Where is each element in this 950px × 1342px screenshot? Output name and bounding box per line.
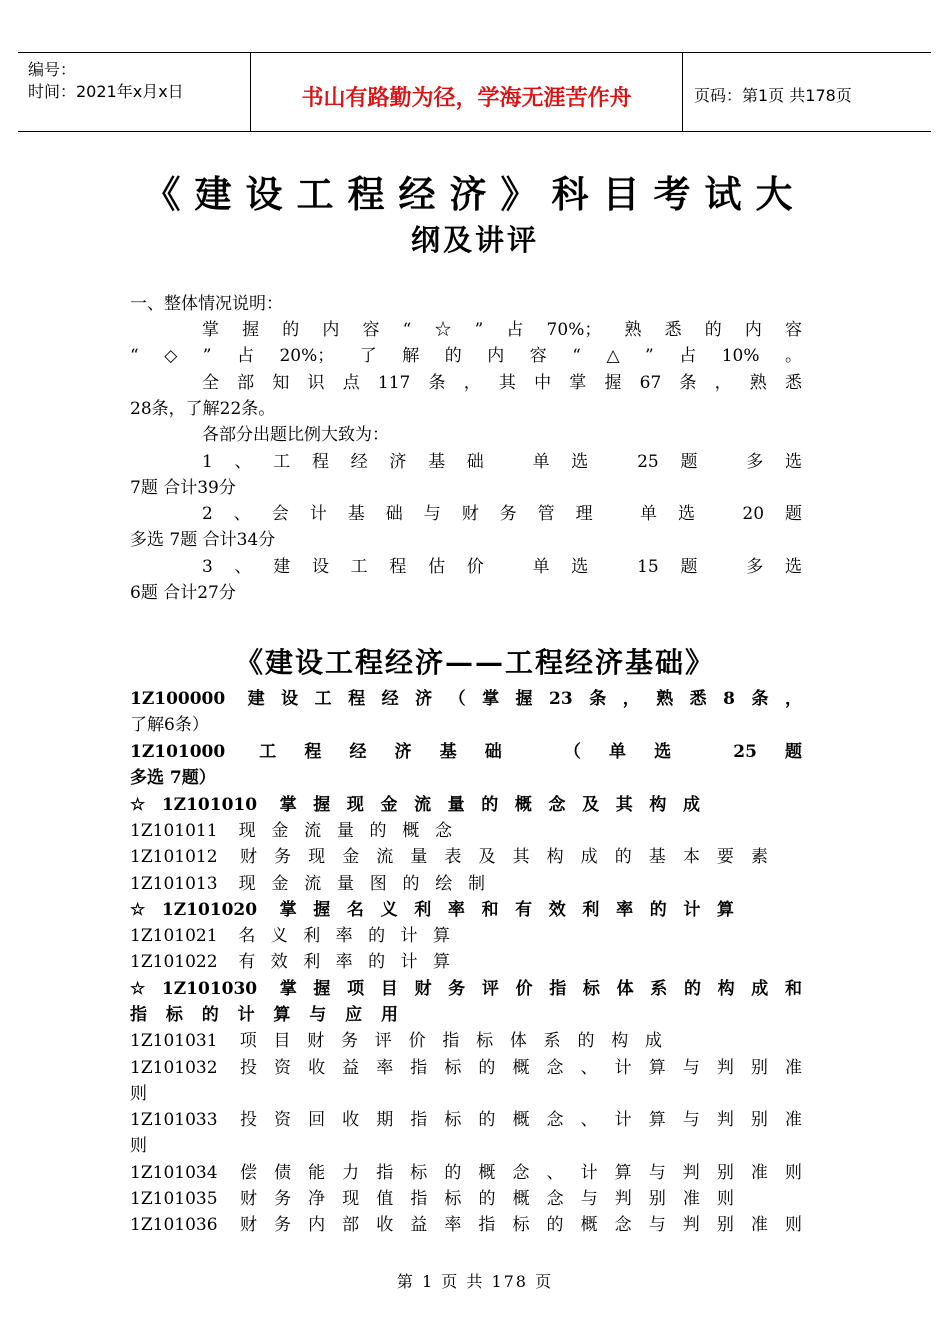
header-page-cell [682,53,931,131]
intro-line: 1、工程经济基础 单选 25题 多选 [202,452,802,472]
intro-line: 掌握的内容“☆”占70%；熟悉的内容 [202,320,802,340]
page-title-line-1: 《建设工程经济》科目考试大 [143,172,807,216]
intro-heading: 一、整体情况说明： [130,294,283,314]
outline-line: 多选 7题） [130,768,216,788]
intro-line: 各部分出题比例大致为： [202,425,389,445]
page-footer: 第 1 页 共 178 页 [396,1272,554,1291]
outline-line: 1Z101000 工程经济基础 （单选 25题 [130,742,802,762]
page-info: 页码：第1页 共178页 [694,86,852,105]
intro-line: 全部知识点117条，其中掌握67条，熟悉 [202,373,802,393]
outline-line: ☆1Z101030 掌握项目财务评价指标体系的构成和 [130,979,802,999]
outline-line: 1Z101034 偿债能力指标的概念、计算与判别准则 [130,1163,802,1183]
outline-line: 1Z100000 建设工程经济（掌握23条，熟悉8条， [130,689,802,709]
outline-line: 1Z101022 有效利率的计算 [130,952,450,972]
intro-line: 6题 合计27分 [130,583,236,603]
outline-line: 1Z101032 投资收益率指标的概念、计算与判别准 [130,1058,802,1078]
time-label: 时间：2021年x月x日 [28,82,184,101]
intro-line: 2、会计基础与财务管理 单选 20题 [202,504,802,524]
outline-line: 1Z101011 现金流量的概念 [130,821,452,841]
outline-line: 1Z101031 项目财务评价指标体系的构成 [130,1031,662,1051]
outline-line: 则 [130,1084,147,1104]
outline-line: 1Z101021 名义利率的计算 [130,926,450,946]
header-motto-cell [250,53,683,131]
outline-line: 1Z101013 现金流量图的绘制 [130,874,485,894]
outline-line: 1Z101012 财务现金流量表及其构成的基本要素 [130,847,768,867]
outline-line: 1Z101035 财务净现值指标的概念与判别准则 [130,1189,734,1209]
intro-line: “◇”占20%；了解的内容“△”占10%。 [130,346,802,366]
number-label: 编号： [28,60,77,79]
intro-line: 3、建设工程估价 单选 15题 多选 [202,557,802,577]
outline-line: 了解6条） [130,715,209,735]
motto: 书山有路勤为径，学海无涯苦作舟 [301,85,632,111]
outline-line: 1Z101033 投资回收期指标的概念、计算与判别准 [130,1110,802,1130]
outline-line: ☆1Z101020 掌握名义利率和有效利率的计算 [130,900,734,920]
intro-line: 7题 合计39分 [130,478,236,498]
outline-line: 指标的计算与应用 [130,1005,398,1025]
outline-line: ☆1Z101010 掌握现金流量的概念及其构成 [130,795,700,815]
outline-line: 则 [130,1136,147,1156]
document-header [18,52,931,132]
intro-line: 28条，了解22条。 [130,399,276,419]
section-title: 《建设工程经济——工程经济基础》 [234,646,715,679]
header-meta-cell [18,53,250,131]
intro-line: 多选 7题 合计34分 [130,530,276,550]
page-title-line-2: 纲及讲评 [410,223,539,257]
outline-line: 1Z101036 财务内部收益率指标的概念与判别准则 [130,1215,802,1235]
